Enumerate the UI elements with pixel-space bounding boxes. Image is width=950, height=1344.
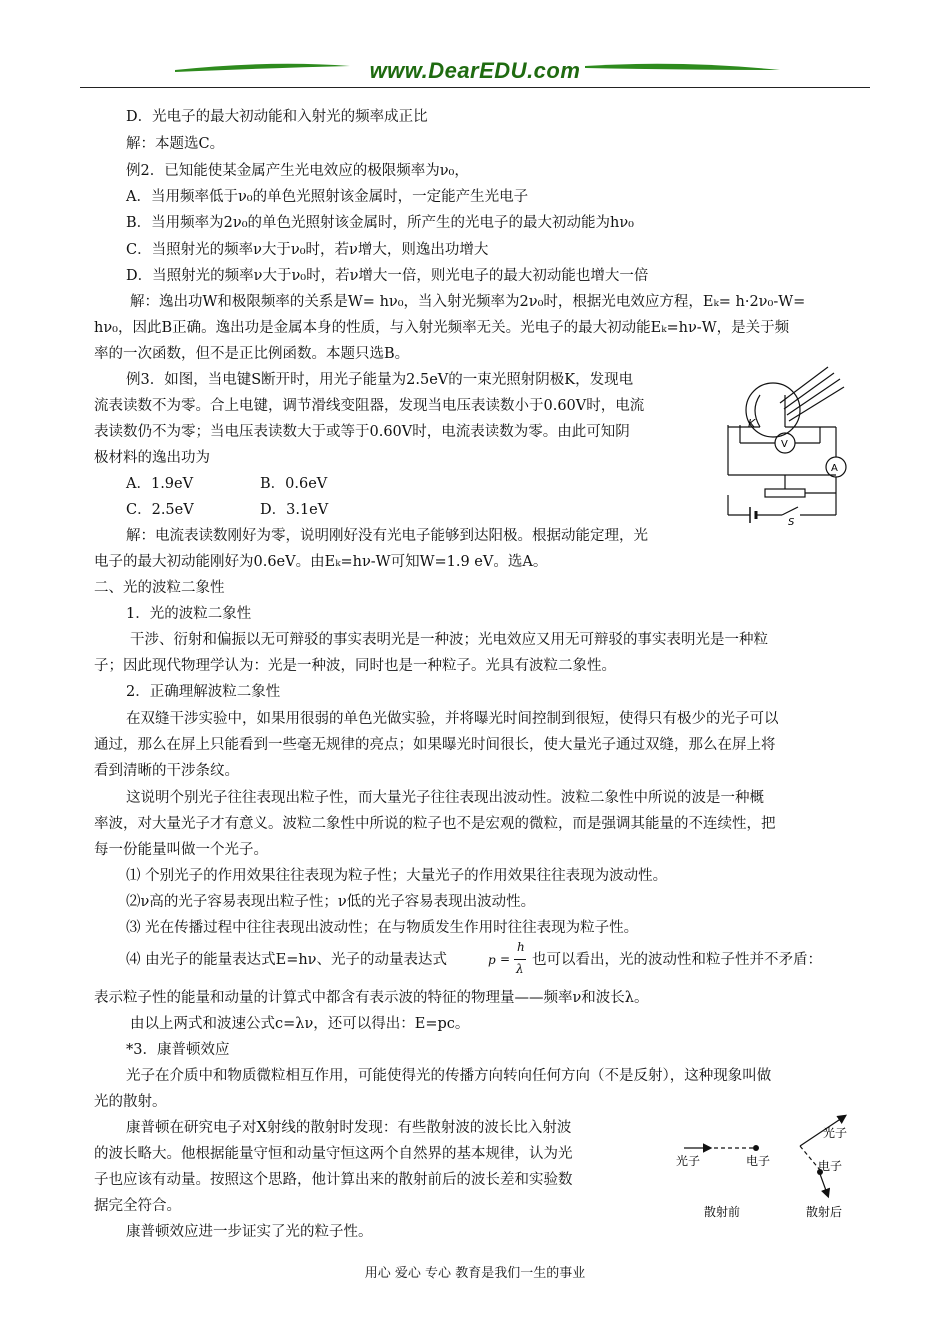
text-line: 每一份能量叫做一个光子。 [94,842,268,858]
subsection-heading: *3．康普顿效应 [126,1042,230,1058]
label-photon-after: 光子 [823,1126,848,1140]
text-line: 干涉、衍射和偏振以无可辩驳的事实表明光是一种波；光电效应又用无可辩驳的事实表明光是一种粒 [130,632,768,648]
text-line: 也可以看出，光的波动性和粒子性并不矛盾： [532,952,822,968]
label-electron-after: 电子 [818,1159,843,1173]
text-line: 的波长略大。他根据能量守恒和动量守恒这两个自然界的基本规律，认为光 [94,1146,573,1162]
subsection-heading: 1．光的波粒二象性 [126,606,252,622]
text-line: 表示粒子性的能量和动量的计算式中都含有表示波的特征的物理量——频率ν和波长λ。 [94,990,649,1006]
cathode [755,395,760,427]
fraction-bar [514,959,526,960]
formula-equals: = [500,952,511,966]
text-line: 解：本题选C。 [126,136,225,152]
switch [782,507,798,515]
text-line: ⑴ 个别光子的作用效果往往表现为粒子性；大量光子的作用效果往往表现为波动性。 [126,868,668,884]
option-a: A．1.9eV [126,476,194,492]
label-v: V [781,439,788,450]
text-line: A．当用频率低于ν₀的单色光照射该金属时，一定能产生光电子 [126,189,529,205]
text-line: ⑷ 由光子的能量表达式E=hν、光子的动量表达式 [126,952,447,968]
text-line: 在双缝干涉实验中，如果用很弱的单色光做实验，并将曝光时间控制到很短，使得只有极少的光子可以 [126,711,779,727]
label-a: A [831,463,838,474]
text-line: 看到清晰的干涉条纹。 [94,763,239,779]
text-line: D．当照射光的频率ν大于ν₀时，若ν增大一倍，则光电子的最大初动能也增大一倍 [126,268,649,284]
text-line: 子也应该有动量。按照这个思路，他计算出来的散射前后的波长差和实验数 [94,1172,573,1188]
text-line: ⑶ 光在传播过程中往往表现出波动性；在与物质发生作用时往往表现为粒子性。 [126,920,639,936]
page-header [80,56,870,92]
electron-dot [753,1145,759,1151]
text-line: 表读数仍不为零；当电压表读数大于或等于0.60V时，电流表读数为零。由此可知阴 [94,424,630,440]
text-line: 康普顿在研究电子对X射线的散射时发现：有些散射波的波长比入射波 [126,1120,572,1136]
text-line: 光的散射。 [94,1094,167,1110]
formula-p: p [488,953,496,967]
rheostat [765,489,805,497]
option-c: C．2.5eV [126,502,194,518]
text-line: 子；因此现代物理学认为：光是一种波，同时也是一种粒子。光具有波粒二象性。 [94,658,616,674]
text-line: ⑵ν高的光子容易表现出粒子性；ν低的光子容易表现出波动性。 [126,894,536,910]
text-line: B．当用频率为2ν₀的单色光照射该金属时，所产生的光电子的最大初动能为hν₀ [126,215,634,231]
label-k: K [748,417,756,430]
text-line: C．当照射光的频率ν大于ν₀时，若ν增大，则逸出功增大 [126,242,489,258]
label-electron-before: 电子 [746,1154,771,1168]
text-line: 解：逸出功W和极限频率的关系是W= hν₀，当入射光频率为2ν₀时，根据光电效应方程，Eₖ= h·2ν₀-W= [130,294,806,310]
circuit-diagram [720,365,850,530]
section-heading: 二、光的波粒二象性 [94,580,225,596]
label-s: S [788,517,795,528]
text-line: 这说明个别光子往往表现出粒子性，而大量光子往往表现出波动性。波粒二象性中所说的波是一种概 [126,790,764,806]
text-line: 通过，那么在屏上只能看到一些毫无规律的亮点；如果曝光时间很长，使大量光子通过双缝，那么在屏上将 [94,737,776,753]
text-line: 康普顿效应进一步证实了光的粒子性。 [126,1224,373,1240]
text-line: 流表读数不为零。合上电键，调节滑线变阻器，发现当电压表读数小于0.60V时，电流 [94,398,645,414]
label-photon-before: 光子 [676,1154,701,1168]
label-after: 散射后 [806,1205,843,1219]
formula-lambda: λ [516,962,524,976]
text-line: 例3．如图，当电键S断开时，用光子能量为2.5eV的一束光照射阴极K，发现电 [126,372,634,388]
text-line: 例2．已知能使某金属产生光电效应的极限频率为ν₀， [126,163,469,179]
text-line: D．光电子的最大初动能和入射光的频率成正比 [126,109,428,125]
header-divider [80,87,870,88]
text-line: 光子在介质中和物质微粒相互作用，可能使得光的传播方向转向任何方向（不是反射），这种现象叫做 [126,1068,772,1084]
subsection-heading: 2．正确理解波粒二象性 [126,684,281,700]
text-line: 解：电流表读数刚好为零，说明刚好没有光电子能够到达阳极。根据动能定理，光 [126,528,648,544]
recoil-electron-arrow [820,1174,828,1196]
formula-h: h [517,940,525,954]
text-line: 由以上两式和波速公式c=λν，还可以得出：E=pc。 [130,1016,470,1032]
page-footer: 用心 爱心 专心 教育是我们一生的事业 [364,1266,586,1281]
text-line: 电子的最大初动能刚好为0.6eV。由Eₖ=hν-W可知W=1.9 eV。选A。 [94,554,548,570]
site-logo-text: www.DearEDU.com [369,58,581,83]
label-before: 散射前 [704,1205,741,1219]
text-line: 率的一次函数，但不是正比例函数。本题只选B。 [94,346,410,362]
text-line: 极材料的逸出功为 [94,450,210,466]
option-b: B．0.6eV [260,476,328,492]
compton-diagram [670,1108,870,1228]
momentum-formula [486,938,530,982]
text-line: 率波，对大量光子才有意义。波粒二象性中所说的粒子也不是宏观的微粒，而是强调其能量的不连续性，把 [94,816,776,832]
option-d: D．3.1eV [260,502,329,518]
scatter-path [800,1146,820,1170]
text-line: 据完全符合。 [94,1198,181,1214]
text-line: hν₀，因此B正确。逸出功是金属本身的性质，与入射光频率无关。光电子的最大初动能Eₖ=hν-W，是关于频 [94,320,790,336]
